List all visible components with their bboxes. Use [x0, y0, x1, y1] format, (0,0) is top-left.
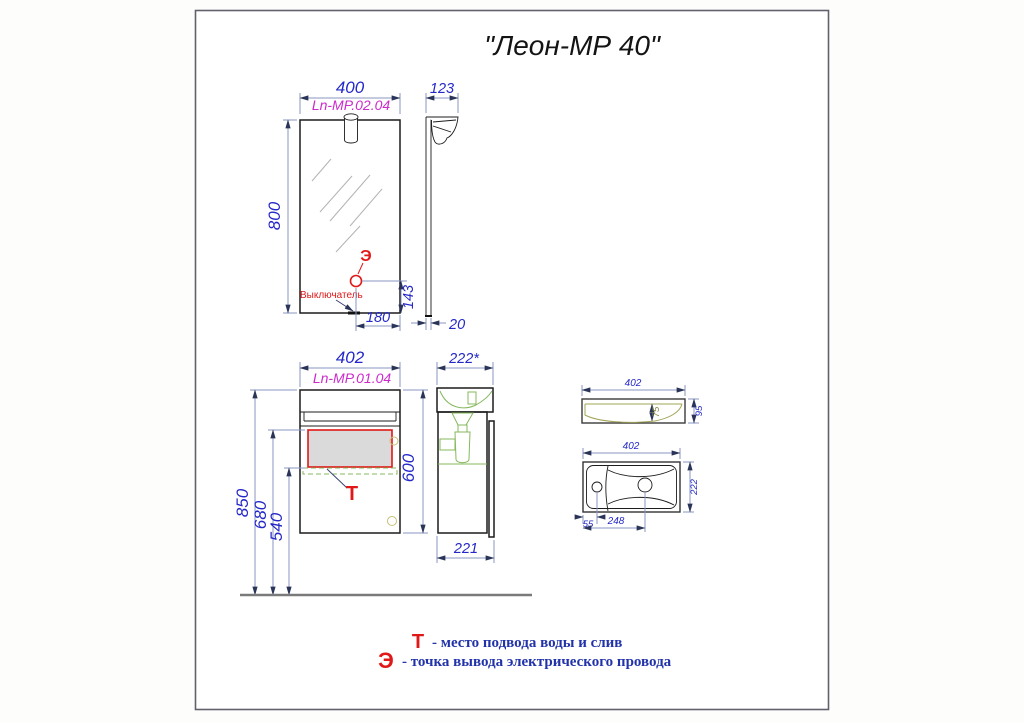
- svg-text:540: 540: [267, 512, 286, 542]
- svg-text:680: 680: [251, 500, 270, 530]
- svg-text:402: 402: [624, 378, 642, 389]
- svg-text:248: 248: [607, 516, 625, 527]
- switch-label: Выключатель: [300, 290, 363, 301]
- svg-text:221: 221: [453, 541, 479, 557]
- legend-electric-text: - точка вывода электрического провода: [402, 654, 672, 670]
- legend-electric-symbol: Э: [378, 648, 394, 673]
- water-point-symbol: Т: [345, 483, 359, 505]
- svg-text:143: 143: [401, 284, 417, 310]
- svg-text:123: 123: [429, 81, 455, 97]
- svg-text:180: 180: [365, 310, 391, 326]
- page-title: "Леон-МР 40": [484, 30, 660, 61]
- vanity-code-label: Ln-MP.01.04: [312, 370, 392, 386]
- svg-text:222: 222: [689, 479, 700, 495]
- legend-water-symbol: Т: [411, 631, 425, 653]
- svg-text:850: 850: [233, 488, 252, 518]
- svg-text:600: 600: [399, 453, 418, 483]
- svg-text:222*: 222*: [449, 351, 479, 367]
- svg-text:75: 75: [651, 406, 662, 418]
- water-supply-zone: [308, 430, 392, 467]
- sheet-border: [196, 11, 829, 710]
- svg-text:55: 55: [582, 519, 594, 530]
- svg-text:402: 402: [335, 348, 365, 367]
- svg-text:20: 20: [449, 317, 466, 333]
- svg-text:400: 400: [335, 78, 365, 97]
- lamp-icon: [344, 114, 358, 143]
- svg-text:95: 95: [694, 405, 705, 417]
- svg-text:800: 800: [265, 201, 284, 231]
- mirror-code-label: Ln-MP.02.04: [311, 97, 391, 113]
- legend-water-text: - место подвода воды и слив: [432, 635, 623, 651]
- svg-text:402: 402: [622, 441, 640, 452]
- sink-top-outline: [583, 462, 680, 512]
- electric-point-symbol: Э: [360, 248, 372, 265]
